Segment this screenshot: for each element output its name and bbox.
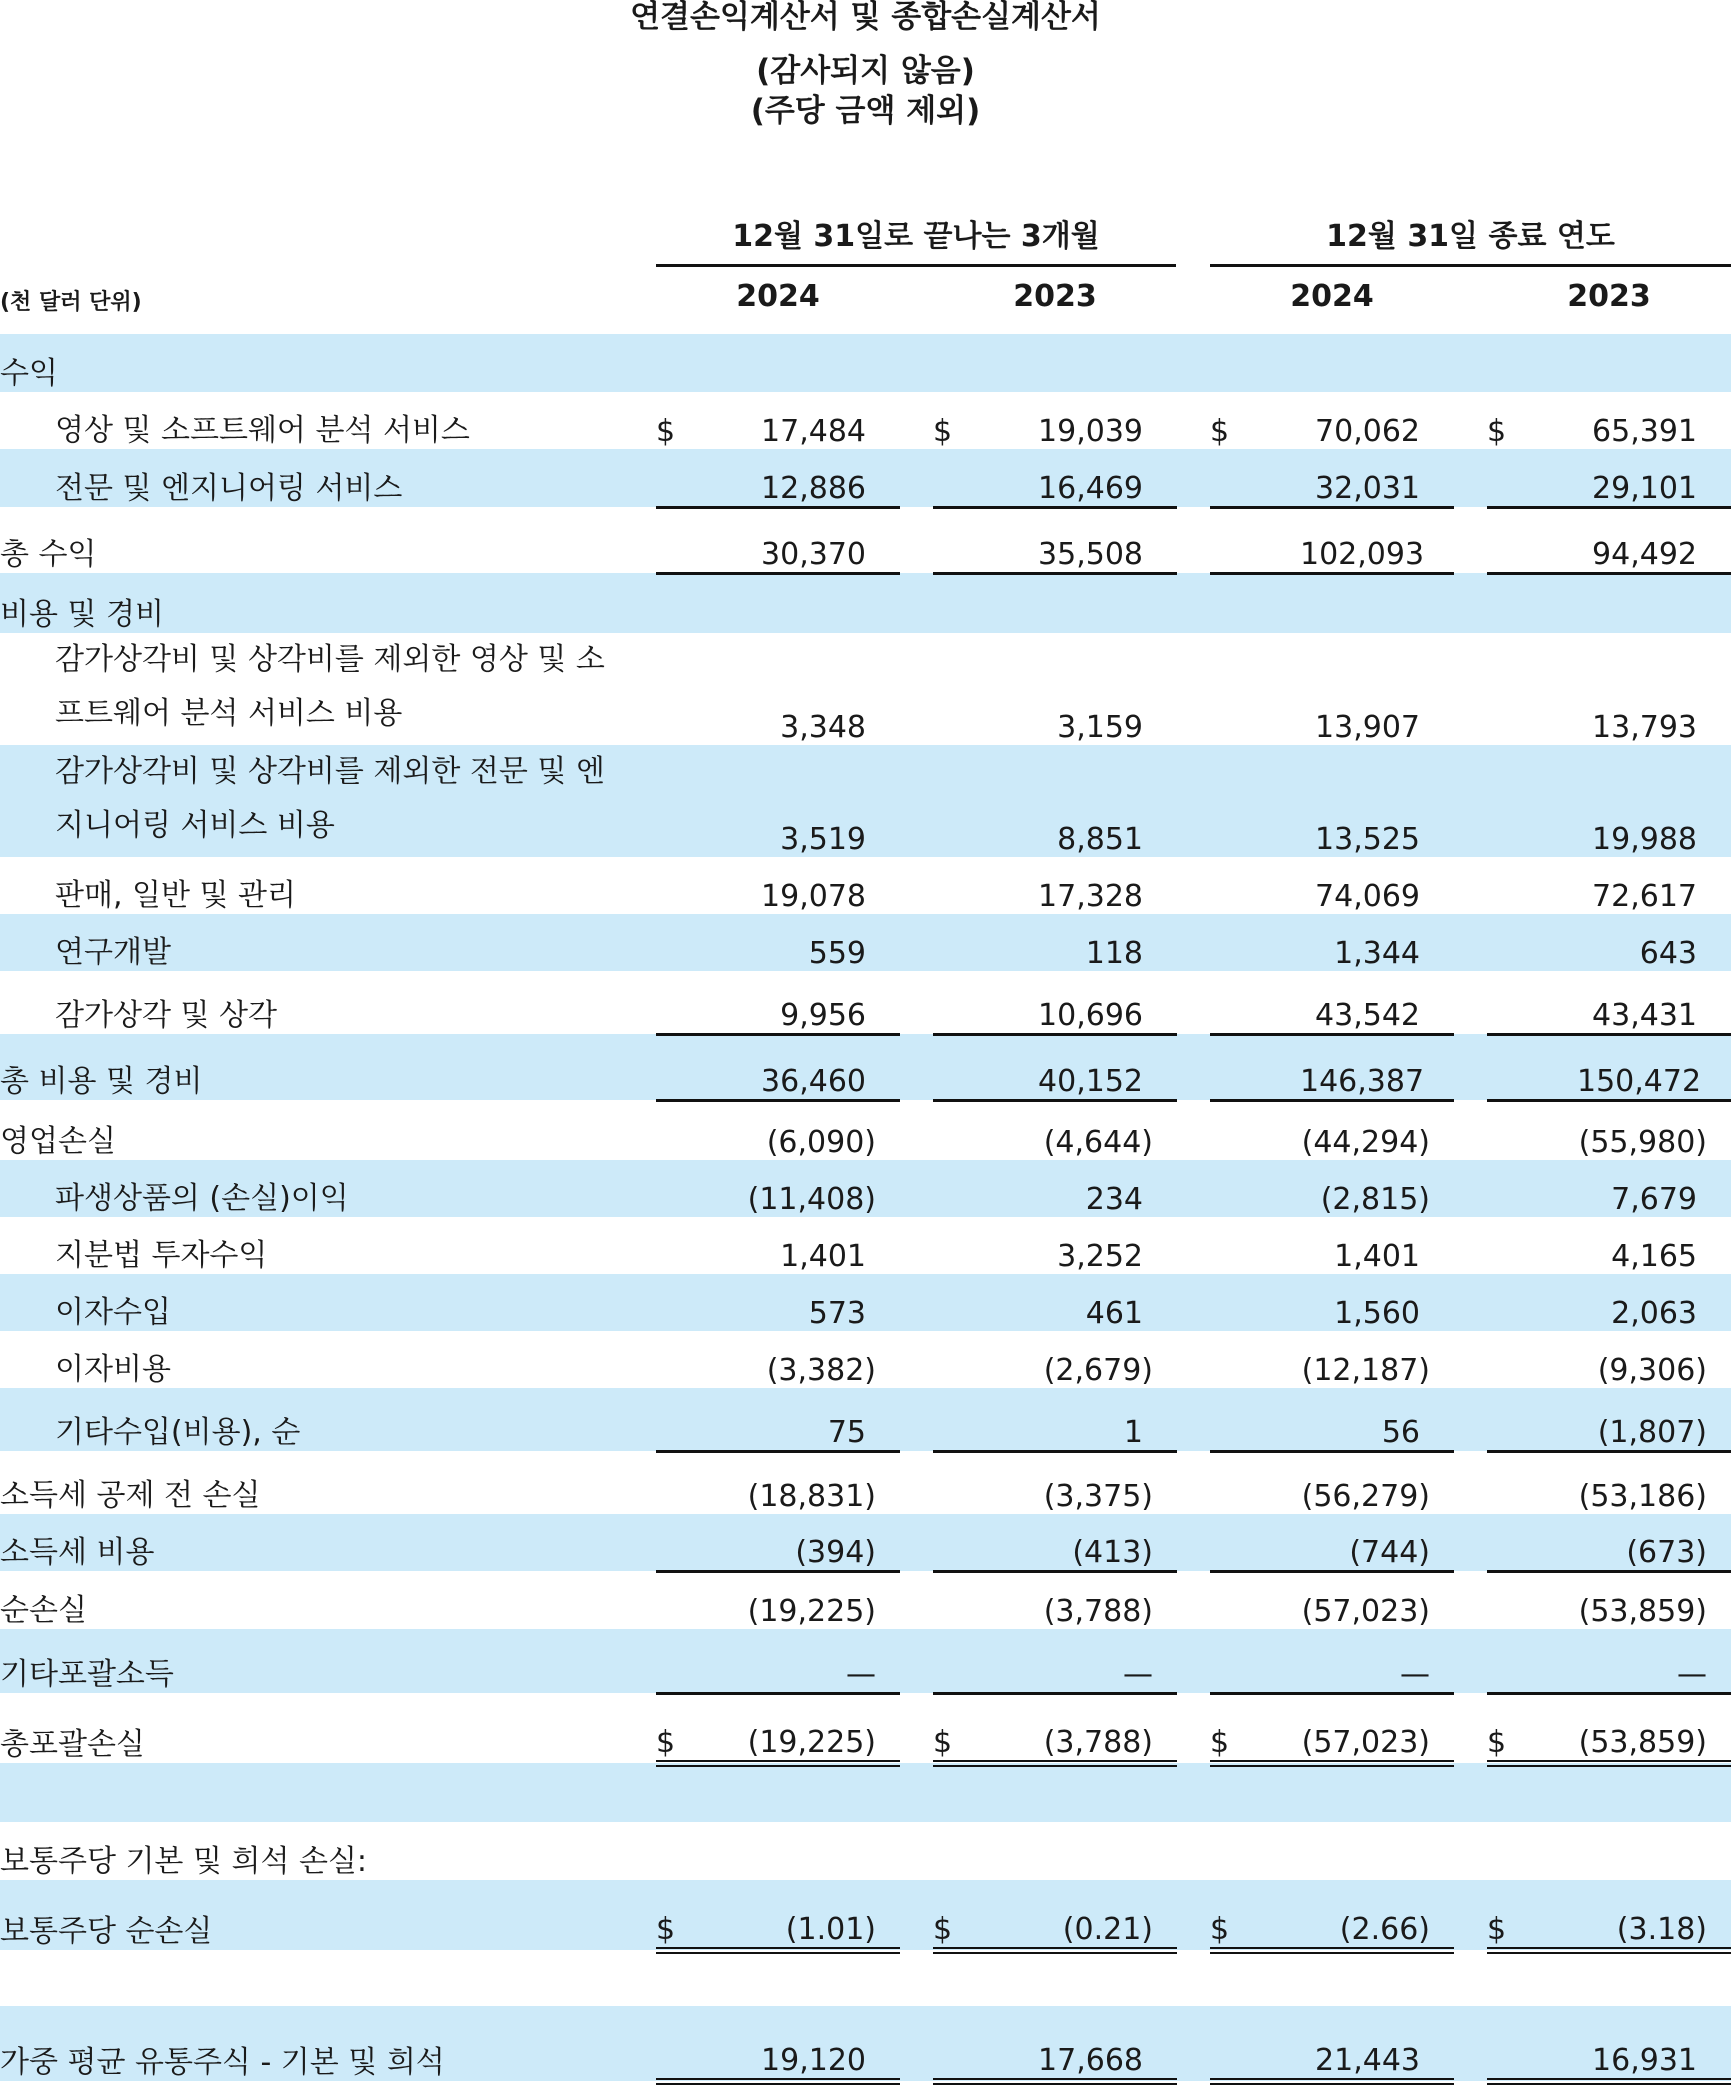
row-label: 기타포괄소득 xyxy=(0,1629,656,1693)
year-header-q-2023: 2023 xyxy=(1013,279,1097,314)
title-line-3: (주당 금액 제외) xyxy=(750,93,981,129)
value-cell: (9,306) xyxy=(1597,1353,1707,1388)
value-cell: (56,279) xyxy=(1300,1451,1454,1514)
value-cell: 12,886 xyxy=(746,449,900,507)
currency-symbol: $ xyxy=(656,1880,746,1950)
table-row xyxy=(0,1629,1731,1693)
table-row xyxy=(0,1100,1731,1160)
value-cell: 32,031 xyxy=(1300,449,1454,507)
income-statement-table xyxy=(0,334,1731,2085)
value-cell: 9,956 xyxy=(780,997,866,1033)
value-cell: 43,542 xyxy=(1315,997,1420,1033)
value-cell: (57,023) xyxy=(1300,1571,1454,1629)
value-cell: 150,472 xyxy=(1577,1034,1731,1100)
title-line-1: 연결손익계산서 및 종합손실계산서 xyxy=(630,0,1101,35)
value-cell: (2,679) xyxy=(1043,1353,1153,1388)
value-cell: 234 xyxy=(1023,1160,1177,1217)
value-cell: 21,443 xyxy=(1300,2006,1454,2081)
value-cell: (3,375) xyxy=(1023,1451,1177,1514)
value-cell: 3,252 xyxy=(1057,1239,1143,1274)
row-label: 영업손실 xyxy=(0,1124,116,1159)
row-label: 기타수입(비용), 순 xyxy=(0,1388,656,1451)
unit-label: (천 달러 단위) xyxy=(0,290,142,315)
period-underline-year xyxy=(1210,264,1731,267)
table-row xyxy=(0,914,1731,971)
row-label: 감가상각 및 상각 xyxy=(55,998,277,1033)
year-header-y-2023: 2023 xyxy=(1567,279,1651,314)
row-label: 이자수입 xyxy=(0,1274,656,1331)
currency-symbol: $ xyxy=(1487,1693,1577,1763)
value-cell: 8,851 xyxy=(1023,745,1177,857)
value-cell: 17,668 xyxy=(1023,2006,1177,2081)
value-cell: 35,508 xyxy=(1023,507,1177,573)
row-label: 보통주당 순손실 xyxy=(0,1880,656,1950)
table-row xyxy=(0,1514,1731,1571)
value-cell: (53,859) xyxy=(1577,1693,1731,1763)
row-label: 연구개발 xyxy=(0,914,656,971)
value-cell: 2,063 xyxy=(1577,1274,1731,1331)
value-cell: 40,152 xyxy=(1023,1034,1177,1100)
table-row xyxy=(0,392,1731,449)
row-label-line-1: 감가상각비 및 상각비를 제외한 영상 및 소 xyxy=(55,642,605,677)
value-cell: (6,090) xyxy=(746,1100,900,1160)
currency-symbol: $ xyxy=(1487,414,1507,449)
value-cell: (11,408) xyxy=(746,1160,900,1217)
currency-symbol: $ xyxy=(1210,1880,1300,1950)
currency-symbol: $ xyxy=(656,414,676,449)
value-cell: (53,186) xyxy=(1577,1451,1731,1514)
value-cell: (3.18) xyxy=(1577,1880,1731,1950)
value-cell: (55,980) xyxy=(1577,1100,1731,1160)
value-cell: 573 xyxy=(746,1274,900,1331)
value-cell: 461 xyxy=(1023,1274,1177,1331)
value-cell: — xyxy=(1300,1629,1454,1693)
value-cell: — xyxy=(1577,1629,1731,1693)
table-row xyxy=(0,1274,1731,1331)
value-cell: 1,344 xyxy=(1300,914,1454,971)
value-cell: 30,370 xyxy=(746,507,900,573)
value-cell: 13,793 xyxy=(1592,710,1697,745)
value-cell: (57,023) xyxy=(1300,1693,1454,1763)
table-row xyxy=(0,633,1731,745)
currency-symbol: $ xyxy=(1210,1693,1300,1763)
value-cell: 3,519 xyxy=(746,745,900,857)
value-cell: 13,525 xyxy=(1300,745,1454,857)
value-cell: 146,387 xyxy=(1300,1034,1454,1100)
currency-symbol: $ xyxy=(933,414,953,449)
value-cell: (2.66) xyxy=(1300,1880,1454,1950)
row-label: 보통주당 기본 및 희석 손실: xyxy=(0,1844,368,1879)
table-row xyxy=(0,857,1731,914)
table-row xyxy=(0,1880,1731,1950)
table-row xyxy=(0,1331,1731,1388)
row-label: 파생상품의 (손실)이익 xyxy=(0,1160,656,1217)
table-row xyxy=(0,1217,1731,1274)
table-row xyxy=(0,2006,1731,2081)
value-cell: 16,469 xyxy=(1023,449,1177,507)
period-header-year: 12월 31일 종료 연도 xyxy=(1326,219,1615,254)
value-cell: 75 xyxy=(746,1388,900,1451)
value-cell: 118 xyxy=(1023,914,1177,971)
value-cell: 74,069 xyxy=(1315,879,1420,914)
value-cell: (1.01) xyxy=(746,1880,900,1950)
table-row xyxy=(0,745,1731,857)
period-underline-quarter xyxy=(656,264,1176,267)
value-cell: (53,859) xyxy=(1577,1571,1731,1629)
value-cell: (744) xyxy=(1300,1514,1454,1571)
table-row xyxy=(0,1950,1731,2006)
row-label: 판매, 일반 및 관리 xyxy=(55,878,297,913)
row-label: 수익 xyxy=(0,334,656,392)
row-label: 소득세 비용 xyxy=(0,1514,656,1571)
currency-symbol: $ xyxy=(933,1880,1023,1950)
table-row xyxy=(0,573,1731,633)
value-cell: 29,101 xyxy=(1577,449,1731,507)
row-label: 총 비용 및 경비 xyxy=(0,1034,656,1100)
period-header-quarter: 12월 31일로 끝나는 3개월 xyxy=(732,219,1100,254)
row-label: 총 수익 xyxy=(0,537,97,572)
value-cell: (44,294) xyxy=(1300,1100,1454,1160)
value-cell: (1,807) xyxy=(1577,1388,1731,1451)
table-row xyxy=(0,1763,1731,1822)
table-row xyxy=(0,1160,1731,1217)
value-cell: 1 xyxy=(1023,1388,1177,1451)
value-cell: 1,401 xyxy=(1334,1239,1420,1274)
row-label: 전문 및 엔지니어링 서비스 xyxy=(0,449,656,507)
value-cell: 643 xyxy=(1577,914,1731,971)
value-cell: 72,617 xyxy=(1592,879,1697,914)
value-cell: 4,165 xyxy=(1611,1239,1697,1274)
value-cell: 102,093 xyxy=(1300,507,1454,573)
row-label xyxy=(0,633,656,745)
title-line-2: (감사되지 않음) xyxy=(756,53,975,89)
value-cell: (19,225) xyxy=(746,1571,900,1629)
value-cell: (3,788) xyxy=(1023,1693,1177,1763)
value-cell: (3,382) xyxy=(766,1353,876,1388)
row-label-line-2: 지니어링 서비스 비용 xyxy=(55,808,335,843)
row-label: 총포괄손실 xyxy=(0,1727,145,1762)
value-cell: (673) xyxy=(1577,1514,1731,1571)
value-cell: (413) xyxy=(1023,1514,1177,1571)
value-cell: 65,391 xyxy=(1592,414,1697,449)
row-label: 비용 및 경비 xyxy=(0,573,656,633)
value-cell: 1,401 xyxy=(780,1239,866,1274)
value-cell: 1,560 xyxy=(1300,1274,1454,1331)
value-cell: (12,187) xyxy=(1301,1353,1430,1388)
row-label: 영상 및 소프트웨어 분석 서비스 xyxy=(55,413,470,448)
value-cell: 19,078 xyxy=(761,879,866,914)
value-cell: 19,039 xyxy=(1038,414,1143,449)
table-row xyxy=(0,334,1731,392)
value-cell: 70,062 xyxy=(1315,414,1420,449)
value-cell: 7,679 xyxy=(1577,1160,1731,1217)
table-row xyxy=(0,1388,1731,1451)
row-label: 순손실 xyxy=(0,1593,87,1628)
value-cell: (0.21) xyxy=(1023,1880,1177,1950)
table-row xyxy=(0,1822,1731,1880)
value-cell: 17,484 xyxy=(761,414,866,449)
currency-symbol: $ xyxy=(1487,1880,1577,1950)
value-cell: 19,988 xyxy=(1577,745,1731,857)
value-cell: 43,431 xyxy=(1592,997,1697,1033)
table-row xyxy=(0,1451,1731,1514)
value-cell: 94,492 xyxy=(1577,507,1731,573)
currency-symbol: $ xyxy=(933,1693,1023,1763)
table-row xyxy=(0,971,1731,1034)
value-cell: (18,831) xyxy=(746,1451,900,1514)
row-label xyxy=(0,745,656,857)
value-cell: — xyxy=(1023,1629,1177,1693)
table-row xyxy=(0,507,1731,573)
table-row xyxy=(0,1034,1731,1100)
value-cell: 19,120 xyxy=(746,2006,900,2081)
value-cell: 36,460 xyxy=(746,1034,900,1100)
currency-symbol: $ xyxy=(1210,414,1230,449)
table-row xyxy=(0,449,1731,507)
value-cell: 559 xyxy=(746,914,900,971)
value-cell: (2,815) xyxy=(1300,1160,1454,1217)
value-cell: 16,931 xyxy=(1577,2006,1731,2081)
table-row xyxy=(0,1693,1731,1763)
value-cell: 17,328 xyxy=(1038,879,1143,914)
value-cell: 56 xyxy=(1300,1388,1454,1451)
value-cell: 13,907 xyxy=(1315,710,1420,745)
value-cell: 3,348 xyxy=(780,710,866,745)
row-label-line-1: 감가상각비 및 상각비를 제외한 전문 및 엔 xyxy=(55,754,605,789)
value-cell: 3,159 xyxy=(1057,710,1143,745)
value-cell: (19,225) xyxy=(746,1693,900,1763)
year-header-y-2024: 2024 xyxy=(1290,279,1374,314)
row-label: 소득세 공제 전 손실 xyxy=(0,1478,261,1513)
value-cell: (4,644) xyxy=(1023,1100,1177,1160)
row-label: 가중 평균 유통주식 - 기본 및 희석 xyxy=(0,2006,656,2081)
row-label: 이자비용 xyxy=(55,1352,171,1387)
value-cell: (3,788) xyxy=(1023,1571,1177,1629)
row-label-line-2: 프트웨어 분석 서비스 비용 xyxy=(55,696,403,731)
row-label: 지분법 투자수익 xyxy=(55,1238,268,1273)
currency-symbol: $ xyxy=(656,1693,746,1763)
value-cell: — xyxy=(746,1629,900,1693)
value-cell: 10,696 xyxy=(1038,997,1143,1033)
year-header-q-2024: 2024 xyxy=(736,279,820,314)
value-cell: (394) xyxy=(746,1514,900,1571)
table-row xyxy=(0,1571,1731,1629)
